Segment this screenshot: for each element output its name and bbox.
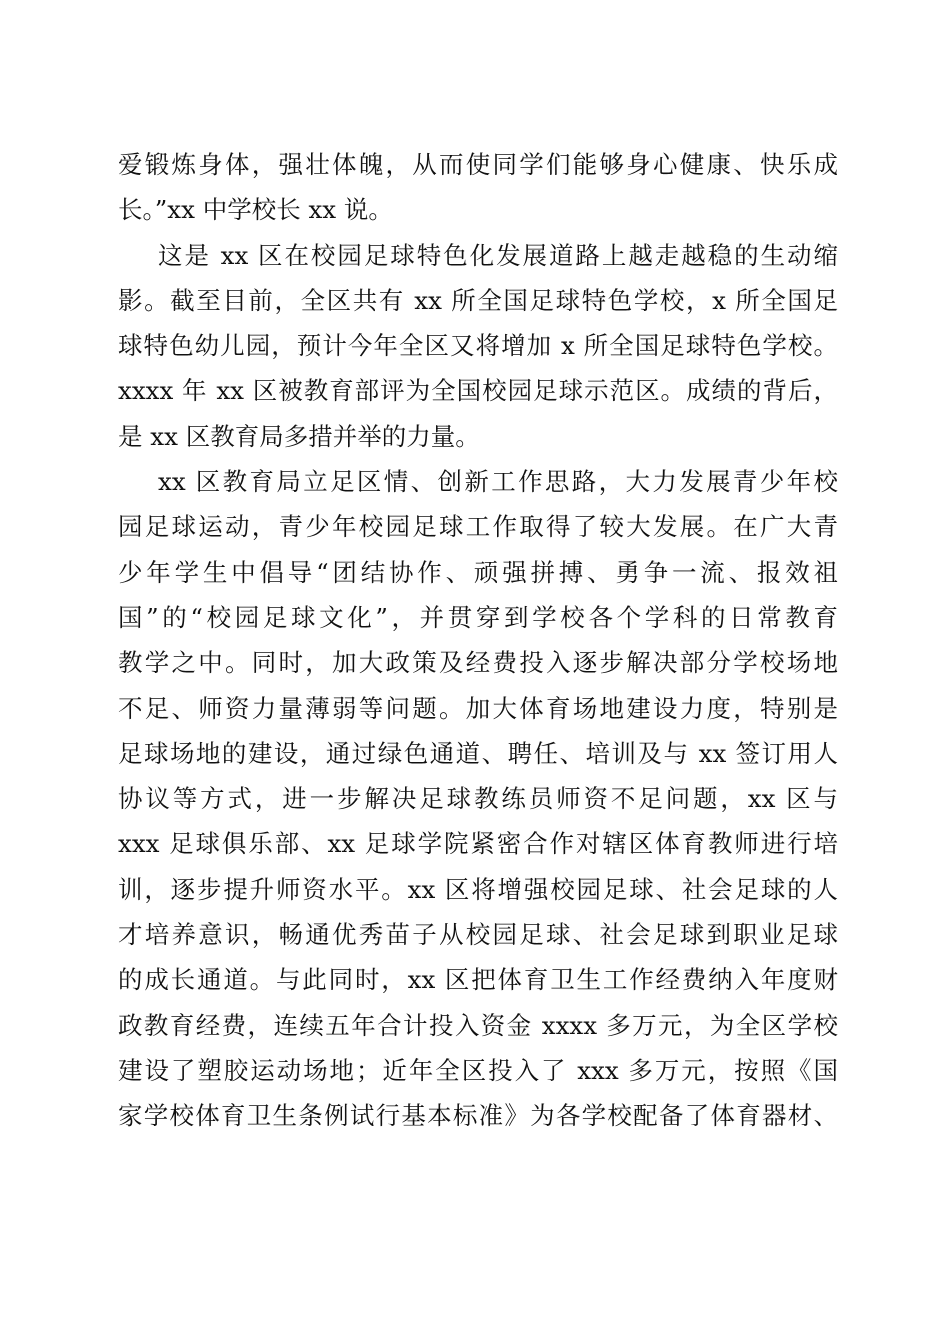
text-line: 园足球运动，青少年校园足球工作取得了较大发展。在广大青: [118, 512, 838, 542]
text-line: 球特色幼儿园，预计今年全区又将增加 x 所全国足球特色学校。: [118, 331, 838, 361]
text-line: 才培养意识，畅通优秀苗子从校园足球、社会足球到职业足球: [118, 920, 838, 950]
paragraph-first-line: 这是 xx 区在校园足球特色化发展道路上越走越稳的生动缩: [158, 240, 838, 270]
text-line: 家学校体育卫生条例试行基本标准》为各学校配备了体育器材、: [118, 1101, 838, 1131]
text-line: 训，逐步提升师资水平。xx 区将增强校园足球、社会足球的人: [118, 874, 838, 904]
text-line: 不足、师资力量薄弱等问题。加大体育场地建设力度，特别是: [118, 693, 838, 723]
text-line: xxxx 年 xx 区被教育部评为全国校园足球示范区。成绩的背后，: [118, 376, 838, 406]
text-line: 建设了塑胶运动场地；近年全区投入了 xxx 多万元，按照《国: [118, 1055, 838, 1085]
text-line: 少年学生中倡导“团结协作、顽强拼搏、勇争一流、报效祖: [118, 557, 838, 587]
text-line: xxx 足球俱乐部、xx 足球学院紧密合作对辖区体育教师进行培: [118, 829, 838, 859]
text-line: 爱锻炼身体，强壮体魄，从而使同学们能够身心健康、快乐成: [118, 150, 838, 179]
text-line: 足球场地的建设，通过绿色通道、聘任、培训及与 xx 签订用人: [118, 738, 838, 768]
text-line: 的成长通道。与此同时，xx 区把体育卫生工作经费纳入年度财: [118, 965, 838, 995]
text-line: 政教育经费，连续五年合计投入资金 xxxx 多万元，为全区学校: [118, 1010, 838, 1040]
body-text: [118, 142, 838, 1139]
text-line: 协议等方式，进一步解决足球教练员师资不足问题，xx 区与: [118, 784, 838, 814]
paragraph-first-line: xx 区教育局立足区情、创新工作思路，大力发展青少年校: [158, 467, 838, 497]
text-line: 影。截至目前，全区共有 xx 所全国足球特色学校，x 所全国足: [118, 285, 838, 315]
text-line: 是 xx 区教育局多措并举的力量。: [118, 421, 480, 451]
text-line: 国”的“校园足球文化”，并贯穿到学校各个学科的日常教育: [118, 602, 838, 632]
text-line: 教学之中。同时，加大政策及经费投入逐步解决部分学校场地: [118, 648, 838, 678]
text-line: 长。”xx 中学校长 xx 说。: [118, 195, 393, 225]
